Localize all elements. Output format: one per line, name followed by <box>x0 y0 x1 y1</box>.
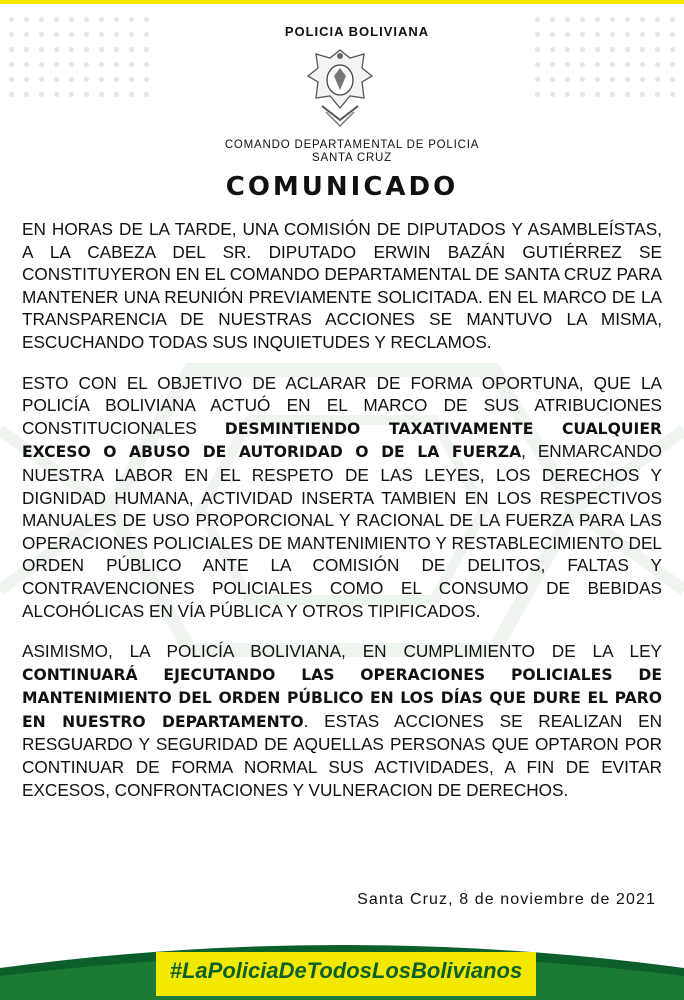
paragraph-3-bold: CONTINUARÁ EJECUTANDO LAS OPERACIONES POLICIALES DE MANTENIMIENTO DEL ORDEN PÚBLICO EN LOS DÍAS QUE DURE EL PARO EN NUESTRO DEPARTAMENTO <box>22 665 662 731</box>
paragraph-2-text-a: ESTO CON EL OBJETIVO DE ACLARAR DE FORMA OPORTUNA, QUE LA POLICÍA BOLIVIANA ACTUÓ EN EL MARCO DE SUS ATRIBUCIONES CONSTITUCIONALES <box>22 372 662 438</box>
communique-body <box>22 218 662 819</box>
department-name <box>10 139 684 165</box>
paragraph-2-text-b: , ENMARCANDO NUESTRA LABOR EN EL RESPETO DE LAS LEYES, LOS DERECHOS Y DIGNIDAD HUMANA, ACTIVIDAD INSERTA TAMBIEN EN LOS RESPECTIVOS MANUALES DE USO PROPORCIONAL Y RACIONAL DE LA FUERZA PARA LAS OPERACIONES POLICIALES DE MANTENIMIENTO Y RESTABLECIMIENTO DEL ORDEN PÚBLICO ANTE LA COMISIÓN DE DELITOS, FALTAS Y CONTRAVENCIONES POLICIALES COMO EL CONSUMO DE BEBIDAS ALCOHÓLICAS EN VÍA PÚBLICA Y OTROS TIPIFICADOS. <box>22 441 662 621</box>
paragraph-3-text-a: ASIMISMO, LA POLICÍA BOLIVIANA, EN CUMPLIMIENTO DE LA LEY <box>22 641 662 662</box>
paragraph-1: EN HORAS DE LA TARDE, UNA COMISIÓN DE DIPUTADOS Y ASAMBLEÍSTAS, A LA CABEZA DEL SR. DIPUTADO ERWIN BAZÁN GUTIÉRREZ SE CONSTITUYERON EN EL COMANDO DEPARTAMENTAL DE SANTA CRUZ PARA MANTENER UNA REUNIÓN PREVIAMENTE SOLICITADA. EN EL MARCO DE LA TRANSPARENCIA DE NUESTRAS ACCIONES SE MANTUVO LA MISMA, ESCUCHANDO TODAS SUS INQUIETUDES Y RECLAMOS. <box>22 219 662 352</box>
document-title: COMUNICADO <box>225 172 459 202</box>
place-and-date: Santa Cruz, 8 de noviembre de 2021 <box>357 891 656 908</box>
header <box>0 24 684 39</box>
police-crest-icon <box>304 46 376 128</box>
top-accent-bar <box>0 0 684 4</box>
department-line-1: COMANDO DEPARTAMENTAL DE POLICIA <box>224 139 480 151</box>
organization-name: POLICIA BOLIVIANA <box>284 24 430 39</box>
paragraph-2-bold: DESMINTIENDO TAXATIVAMENTE CUALQUIER EXCESO O ABUSO DE AUTORIDAD O DE LA FUERZA <box>22 419 663 462</box>
department-line-2: SANTA CRUZ <box>312 152 392 164</box>
paragraph-2 <box>22 372 662 623</box>
paragraph-3-text-b: . ESTAS ACCIONES SE REALIZAN EN RESGUARDO Y SEGURIDAD DE AQUELLAS PERSONAS QUE OPTARON POR CONTINUAR DE FORMA NORMAL SUS ACTIVIDADES, A FIN DE EVITAR EXCESOS, CONFRONTACIONES Y VULNERACION DE DERECHOS. <box>22 710 662 800</box>
hashtag-text: #LaPoliciaDeTodosLosBolivianos <box>169 958 523 983</box>
paragraph-3 <box>22 640 662 801</box>
